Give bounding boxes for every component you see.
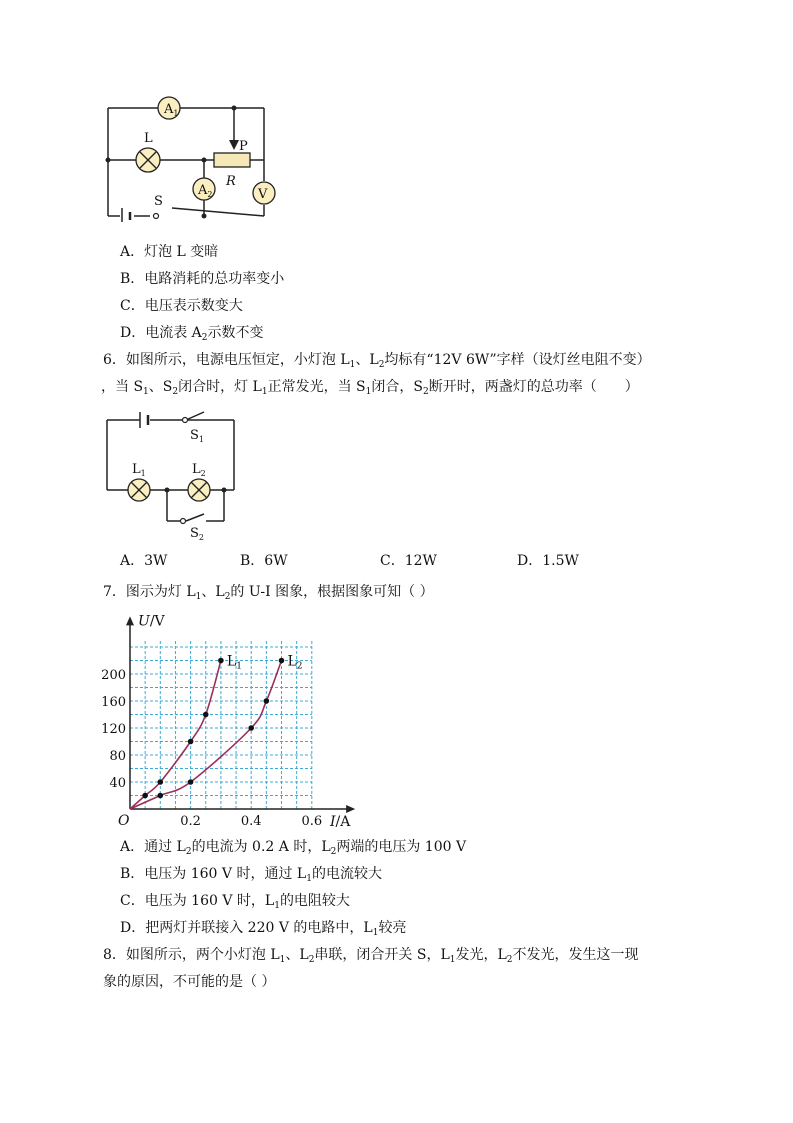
q5-option-d: D．电流表 $A_2$示数不变 bbox=[120, 325, 264, 343]
y-tick-label: 120 bbox=[101, 722, 126, 737]
q7-stem: 7．图示为灯 $L_1$、$L_2$的 U-I 图象，根据图象可知（ ） bbox=[103, 584, 434, 602]
x-axis-arrow bbox=[346, 805, 355, 813]
series-label-l1: $L_1$ bbox=[226, 653, 242, 672]
data-point-l2 bbox=[158, 793, 164, 799]
y-tick-label: 40 bbox=[109, 776, 126, 791]
q7-option-c: C．电压为 160 V 时，$L_1$的电阻较大 bbox=[120, 893, 350, 911]
switch-s-label: S bbox=[154, 194, 163, 209]
data-point-l1 bbox=[158, 779, 164, 785]
q8-stem-line1: 8．如图所示，两个小灯泡 $L_1$、$L_2$串联，闭合开关 S，$L_1$发光，$L_2$不发光，发生这一现 bbox=[103, 947, 639, 965]
data-point-l2 bbox=[248, 725, 254, 731]
y-tick-label: 80 bbox=[109, 749, 126, 764]
l2-label: $L_2$ bbox=[192, 462, 206, 478]
x-tick-label: 0.4 bbox=[240, 814, 262, 829]
s2-label: $S_2$ bbox=[190, 526, 204, 542]
q5-option-c: C．电压表示数变大 bbox=[120, 298, 243, 314]
q6-option-b: B．6W bbox=[240, 553, 288, 569]
data-point-l2 bbox=[279, 658, 285, 664]
origin-label: O bbox=[118, 813, 130, 829]
q6-circuit-diagram bbox=[100, 402, 245, 544]
s1-label: $S_1$ bbox=[190, 428, 204, 444]
series-label-l2: $L_2$ bbox=[287, 653, 303, 672]
x-axis-label: I/A bbox=[329, 814, 351, 830]
q6-option-d: D．1.5W bbox=[517, 553, 579, 569]
rheostat-r-label: R bbox=[226, 174, 236, 189]
data-point-l1 bbox=[188, 739, 194, 745]
data-point-l1 bbox=[142, 793, 148, 799]
data-point-l2 bbox=[264, 698, 270, 704]
u-i-chart bbox=[100, 612, 370, 837]
slider-p-label: P bbox=[239, 139, 248, 154]
y-tick-label: 160 bbox=[101, 695, 126, 710]
q8-stem-line2: 象的原因，不可能的是（ ） bbox=[103, 974, 276, 990]
q5-option-a: A．灯泡 L 变暗 bbox=[120, 244, 219, 260]
q7-option-b: B．电压为 160 V 时，通过 $L_1$的电流较大 bbox=[120, 866, 382, 884]
data-point-l1 bbox=[203, 712, 209, 718]
voltmeter-label: V bbox=[258, 187, 268, 202]
l1-label: $L_1$ bbox=[132, 462, 146, 478]
q7-option-a: A．通过 $L_2$的电流为 0.2 A 时，$L_2$两端的电压为 100 V bbox=[120, 839, 467, 857]
q5-option-b: B．电路消耗的总功率变小 bbox=[120, 271, 285, 287]
data-point-l2 bbox=[188, 779, 194, 785]
x-tick-label: 0.2 bbox=[180, 814, 201, 829]
ammeter-a1-label: $A_1$ bbox=[164, 102, 179, 118]
q6-stem-line2: ，当 $S_1$、$S_2$闭合时，灯 $L_1$正常发光，当 $S_1$闭合，$S_2$断开时，两盏灯的总功率（ ） bbox=[101, 379, 639, 397]
y-tick-label: 200 bbox=[101, 668, 126, 683]
data-point-l1 bbox=[218, 658, 224, 664]
q6-option-c: C．12W bbox=[380, 553, 437, 569]
q7-option-d: D．把两灯并联接入 220 V 的电路中，$L_1$较亮 bbox=[120, 920, 407, 938]
ammeter-a2-label: $A_2$ bbox=[198, 183, 213, 199]
q6-stem-line1: 6．如图所示，电源电压恒定，小灯泡 $L_1$、$L_2$均标有“12V 6W”字样（设灯丝电阻不变） bbox=[103, 352, 651, 370]
y-axis-arrow bbox=[126, 616, 134, 625]
q6-option-a: A．3W bbox=[120, 553, 168, 569]
x-tick-label: 0.6 bbox=[301, 814, 323, 829]
y-axis-label: U/V bbox=[138, 613, 165, 630]
q5-circuit-diagram bbox=[98, 92, 288, 222]
lamp-label: L bbox=[144, 131, 153, 146]
